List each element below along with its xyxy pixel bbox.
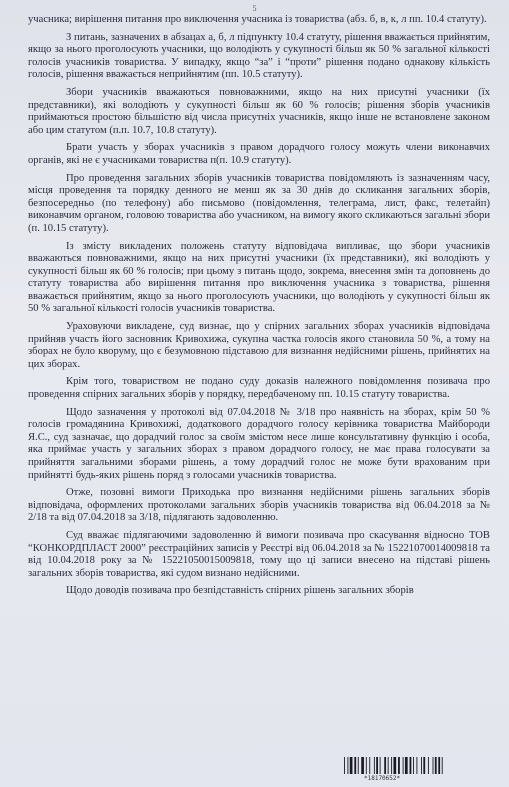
paragraph: Отже, позовні вимоги Приходька про визнання недійсними рішень загальних зборів відповідача, оформлених протоколами загальних зборів учасників товариства від 06.04.2018 за № 2/18 та від 07.04.2018 за 3/18, підлягають задоволенню. [28,487,490,524]
paragraph: Щодо зазначення у протоколі від 07.04.2018 № 3/18 про наявність на зборах, крім 50 % голосів громадянина Кривохижі, додаткового дорадчого голосу керівника товариства Майбороди Я.С., суд зазначає, що дорадчий голос за своїм змістом несе лише консультативну функцію і особа, яка приймає участь у загальних зборах з правом дорадчого голосу, не має права голосувати за прийняття загальними зборами рішень, а тому дорадчий голос не може бути врахованим при прийнятті будь-яких рішень поряд з голосами учасників товариства. [28,406,490,481]
page-number: 5 [252,4,257,13]
barcode-number: *18170652* [364,775,401,782]
paragraph: Ураховуючи викладене, суд визнає, що у спірних загальних зборах учасників відповідача прийняв участь його засновник Кривохижа, сукупна частка голосів якого становила 50 %, а тому на зборах не було кворуму, що є безумовною підставою для визнання недійсними рішень, прийнятих на цих зборах. [28,321,490,370]
paragraph: Із змісту викладених положень статуту відповідача випливає, що збори учасників вважаються повноважними, якщо на них присутні учасники (їх представники), які володіють у сукупності більш як 60 % голосів; при цьому з питань щодо, зокрема, внесення змін та доповнень до статуту товариства або вирішення питання про виключення учасника з товариства, рішення вважається прийнятим, якщо за нього проголосують учасники, що володіють у сукупності більш як 50 % загальної кількості голосів учасників товариства. [28,240,490,315]
paragraph: Крім того, товариством не подано суду доказів належного повідомлення позивача про проведення спірних загальних зборів у порядку, передбаченому пп. 10.15 статуту товариства. [28,376,490,401]
document-body [28,14,490,603]
paragraph: Збори учасників вважаються повноважними, якщо на них присутні учасники (їх представники), які володіють у сукупності більш як 60 % голосів; рішення зборів учасників приймаються простою більшістю від числа присутніх учасників, якщо інше не встановлене законом або цим статутом (п.п. 10.7, 10.8 статуту). [28,86,490,136]
paragraph: учасника; вирішення питання про виключення учасника із товариства (абз. б, в, к, л пп. 10.4 статуту). [28,14,487,25]
barcode-icon [344,757,494,774]
paragraph: Брати участь у зборах учасників з правом дорадчого голосу можуть члени виконавчих органів, які не є учасниками товариства п(п. 10.9 статуту). [28,142,490,166]
paragraph: Про проведення загальних зборів учасників товариства повідомляють із зазначенням часу, місця проведення та порядку денного не менш як за 30 днів до скликання загальних зборів, безпосередньо (по телефону) або письмово (повідомлення, телеграма, лист, факс, телетайп) виконавчим органом, головою товариства або учасником, на вимогу якого скликаються загальні збори (п. 10.15 статуту). [28,172,490,234]
paragraph: Щодо доводів позивача про безпідставність спірних рішень загальних зборів [66,585,414,597]
paragraph: Суд вважає підлягаючими задоволенню й вимоги позивача про скасування відносно ТОВ “КОНКОРДПЛАСТ 2000” реєстраційних записів у Реєстрі від 06.04.2018 за № 15221070014009818 та від 10.04.2018 року за № 15221050015009818, тому що ці записи внесено на підставі рішень загальних зборів товариства, які судом визнано недійсними. [28,529,490,579]
paragraph: З питань, зазначених в абзацах а, б, л підпункту 10.4 статуту, рішення вважається прийнятим, якщо за нього проголосують учасники, що володіють у сукупності більш як 50 % загальної кількості голосів учасників товариства. У випадку, якщо “за” і “проти” рішення подано однакову кількість голосів, рішення вважається неприйнятим (пп. 10.5 статуту). [28,31,490,81]
